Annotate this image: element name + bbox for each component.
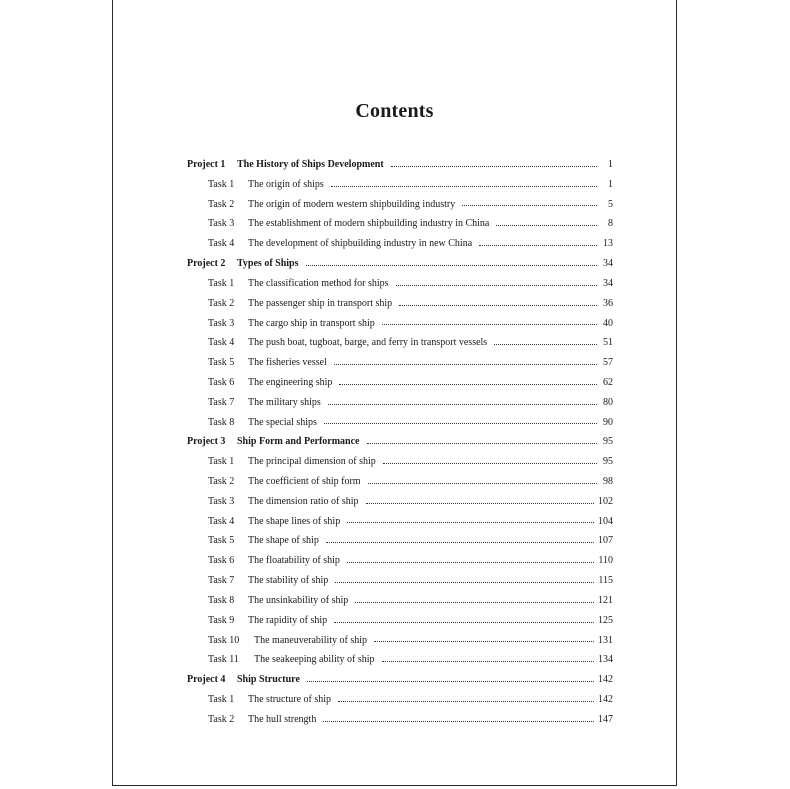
toc-project-row: [187, 670, 613, 690]
toc-task-row: [187, 591, 613, 611]
toc-page-number: 34: [603, 277, 613, 289]
dot-leader: [396, 284, 597, 286]
toc-task-row: [187, 452, 613, 472]
toc-page-number: 1: [608, 178, 613, 190]
dot-leader: [324, 422, 597, 424]
toc-entry-title: The passenger ship in transport ship: [248, 297, 393, 309]
toc-task-row: [187, 234, 613, 254]
page-title: Contents: [355, 100, 434, 122]
toc-entry-title: Types of Ships: [237, 258, 299, 270]
toc-project-row: [187, 254, 613, 274]
toc-task-row: [187, 551, 613, 571]
dot-leader: [328, 403, 597, 405]
toc-page-number: 142: [598, 674, 613, 686]
toc-entry-number: Task 6: [208, 376, 235, 388]
toc-entry-title: The engineering ship: [248, 376, 333, 388]
toc-task-row: [187, 611, 613, 631]
toc-entry-number: Task 11: [208, 654, 239, 666]
dot-leader: [374, 640, 594, 642]
dot-leader: [347, 561, 594, 563]
toc-page-number: 95: [603, 436, 613, 448]
toc-page-number: 62: [603, 376, 613, 388]
toc-entry-number: Task 1: [208, 456, 235, 468]
toc-entry-number: Task 1: [208, 277, 235, 289]
dot-leader: [331, 185, 597, 187]
dot-leader: [479, 244, 597, 246]
toc-page-number: 80: [603, 396, 613, 408]
toc-page-number: 98: [603, 476, 613, 487]
toc-entry-number: Task 8: [208, 416, 235, 428]
toc-entry-number: Task 1: [208, 693, 235, 705]
dot-leader: [382, 323, 597, 325]
toc-entry-number: Task 2: [208, 476, 235, 487]
toc-entry-number: Task 6: [208, 555, 235, 567]
toc-task-row: [187, 353, 613, 373]
toc-entry-title: The origin of ships: [248, 178, 324, 190]
toc-task-row: [187, 650, 613, 670]
toc-entry-title: The maneuverability of ship: [254, 634, 368, 646]
toc-task-row: [187, 472, 613, 492]
dot-leader: [383, 462, 597, 464]
toc-project-row: [187, 432, 613, 452]
toc-task-row: [187, 492, 613, 512]
toc-page-number: 34: [603, 258, 613, 270]
toc-entry-title: The classification method for ships: [248, 277, 389, 289]
toc-entry-title: The principal dimension of ship: [248, 456, 376, 468]
toc-entry-title: The coefficient of ship form: [248, 476, 361, 487]
dot-leader: [496, 224, 597, 226]
toc-entry-number: Project 3: [187, 436, 226, 448]
toc-entry-number: Task 4: [208, 337, 235, 349]
dot-leader: [326, 541, 594, 543]
toc-task-row: [187, 413, 613, 433]
toc-page-number: 121: [598, 594, 613, 606]
toc-entry-title: The stability of ship: [248, 575, 329, 587]
toc-entry-title: The hull strength: [248, 713, 317, 725]
table-of-contents: [187, 155, 613, 730]
toc-task-row: [187, 314, 613, 334]
toc-entry-number: Task 2: [208, 713, 235, 725]
toc-page-number: 147: [598, 713, 613, 725]
toc-task-row: [187, 393, 613, 413]
toc-entry-title: The military ships: [248, 396, 321, 408]
toc-entry-number: Task 4: [208, 238, 235, 250]
toc-page-number: 107: [598, 535, 613, 547]
dot-leader: [334, 621, 594, 623]
toc-page-number: 104: [598, 515, 613, 527]
toc-task-row: [187, 373, 613, 393]
toc-entry-number: Task 7: [208, 396, 235, 408]
toc-project-row: [187, 155, 613, 175]
toc-entry-number: Task 2: [208, 198, 235, 210]
toc-page-number: 90: [603, 416, 613, 428]
dot-leader: [323, 720, 594, 722]
dot-leader: [366, 502, 594, 504]
toc-page-number: 115: [598, 575, 613, 587]
dot-leader: [367, 442, 598, 444]
toc-entry-title: The fisheries vessel: [248, 357, 327, 369]
toc-page-number: 36: [603, 297, 613, 309]
toc-entry-title: The History of Ships Development: [237, 159, 384, 170]
toc-entry-title: The seakeeping ability of ship: [254, 654, 375, 666]
toc-entry-number: Task 5: [208, 535, 235, 547]
toc-task-row: [187, 195, 613, 215]
toc-entry-title: The dimension ratio of ship: [248, 495, 359, 507]
toc-entry-number: Task 3: [208, 317, 235, 329]
toc-entry-title: The shape lines of ship: [248, 515, 341, 527]
toc-page-number: 125: [598, 614, 613, 626]
toc-page-number: 57: [603, 357, 613, 369]
dot-leader: [335, 581, 594, 583]
toc-page-number: 110: [598, 555, 613, 567]
toc-entry-number: Project 1: [187, 159, 226, 170]
toc-page-number: 40: [603, 317, 613, 329]
toc-task-row: [187, 333, 613, 353]
toc-entry-title: The special ships: [248, 416, 317, 428]
toc-task-row: [187, 274, 613, 294]
toc-page-number: 8: [608, 218, 613, 230]
toc-task-row: [187, 512, 613, 532]
dot-leader: [399, 304, 597, 306]
toc-entry-title: The unsinkability of ship: [248, 594, 349, 606]
toc-task-row: [187, 175, 613, 195]
toc-entry-title: Ship Form and Performance: [237, 436, 360, 448]
dot-leader: [339, 383, 597, 385]
toc-entry-number: Project 4: [187, 674, 226, 686]
toc-entry-title: The cargo ship in transport ship: [248, 317, 375, 329]
dot-leader: [306, 264, 597, 266]
toc-entry-title: The rapidity of ship: [248, 614, 328, 626]
toc-task-row: [187, 631, 613, 651]
toc-entry-number: Task 1: [208, 178, 235, 190]
dot-leader: [462, 204, 597, 206]
toc-page-number: 51: [603, 337, 613, 349]
toc-page-number: 102: [598, 495, 613, 507]
document-page: [112, 0, 677, 786]
toc-entry-title: The establishment of modern shipbuilding industry in China: [248, 218, 490, 230]
toc-entry-number: Task 5: [208, 357, 235, 369]
dot-leader: [338, 700, 594, 702]
toc-entry-number: Task 10: [208, 634, 240, 646]
toc-page-number: 13: [603, 238, 613, 250]
toc-entry-title: The origin of modern western shipbuilding industry: [248, 198, 456, 210]
toc-page-number: 134: [598, 654, 613, 666]
toc-task-row: [187, 531, 613, 551]
dot-leader: [347, 521, 594, 523]
dot-leader: [307, 680, 594, 682]
toc-page-number: 95: [603, 456, 613, 468]
toc-entry-title: The development of shipbuilding industry in new China: [248, 238, 473, 250]
toc-entry-number: Task 8: [208, 594, 235, 606]
toc-task-row: [187, 690, 613, 710]
dot-leader: [382, 660, 594, 662]
toc-entry-number: Task 4: [208, 515, 235, 527]
toc-task-row: [187, 214, 613, 234]
dot-leader: [391, 165, 597, 167]
dot-leader: [355, 601, 594, 603]
toc-task-row: [187, 294, 613, 314]
toc-page-number: 5: [608, 198, 613, 210]
toc-task-row: [187, 710, 613, 730]
toc-entry-number: Task 3: [208, 218, 235, 230]
dot-leader: [368, 482, 597, 484]
toc-entry-number: Task 3: [208, 495, 235, 507]
toc-entry-number: Project 2: [187, 258, 226, 270]
dot-leader: [334, 363, 597, 365]
toc-entry-number: Task 9: [208, 614, 235, 626]
toc-entry-title: The push boat, tugboat, barge, and ferry in transport vessels: [248, 337, 488, 349]
dot-leader: [494, 343, 597, 345]
toc-page-number: 142: [598, 693, 613, 705]
toc-entry-title: The shape of ship: [248, 535, 319, 547]
toc-page-number: 131: [598, 634, 613, 646]
toc-entry-number: Task 2: [208, 297, 235, 309]
toc-entry-title: The floatability of ship: [248, 555, 340, 567]
toc-entry-number: Task 7: [208, 575, 235, 587]
toc-page-number: 1: [608, 159, 613, 170]
toc-task-row: [187, 571, 613, 591]
toc-entry-title: The structure of ship: [248, 693, 332, 705]
toc-entry-title: Ship Structure: [237, 674, 300, 686]
